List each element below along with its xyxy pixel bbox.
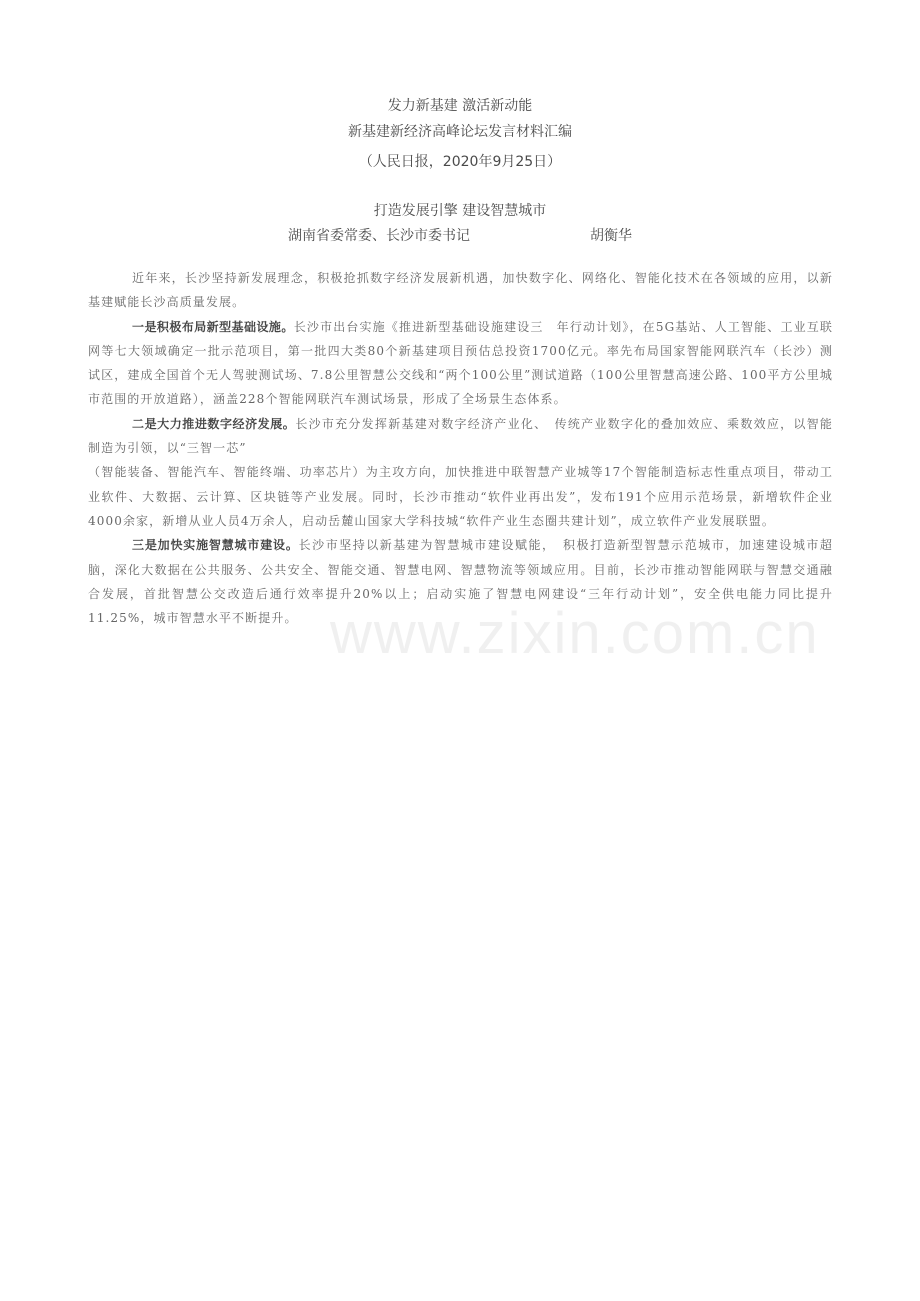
paragraph-digital-economy [88,412,833,533]
doc-title-line2: 新基建新经济高峰论坛发言材料汇编 [348,124,572,140]
article-body [88,266,833,630]
intro-paragraph: 近年来，长沙坚持新发展理念，积极抢抓数字经济发展新机遇，加快数字化、网络化、智能化技术在各领域的应用，以新基建赋能长沙高质量发展。 [88,271,833,310]
watermark: www.zixin.com.cn [330,601,820,666]
doc-source: （人民日报，2020年9月25日） [358,154,562,170]
paragraph-text: 长沙市出台实施《推进新型基础设施建设三 年行动计划》，在5G基站、人工智能、工业互联网等七大领域确定一批示范项目，第一批四大类80个新基建项目预估总投资1700亿元。率先布局国家智能网联汽车（长沙）测试区，建成全国首个无人驾驶测试场、7.8公里智慧公交线和“两个100公里”测试道路（100公里智慧高速公路、100平方公里城市范围的开放道路），涵盖228个智能网联汽车测试场景，形成了全场景生态体系。 [88,319,833,407]
paragraph-text: 长沙市坚持以新基建为智慧城市建设赋能， 积极打造新型智慧示范城市，加速建设城市超脑，深化大数据在公共服务、公共安全、智能交通、智慧电网、智慧物流等领域应用。目前，长沙市推动智能网联与智慧交通融合发展，首批智慧公交改造后通行效率提升20%以上；启动实施了智慧电网建设“三年行动计划”，安全供电能力同比提升11.25%，城市智慧水平不断提升。 [88,538,833,626]
author-line [0,225,920,245]
paragraph-lead: 三是加快实施智慧城市建设。 [132,538,299,553]
author-role: 湖南省委常委、长沙市委书记 [288,228,470,244]
paragraph-text-continued: （智能装备、智能汽车、智能终端、功率芯片）为主攻方向，加快推进中联智慧产业城等17个智能制造标志性重点项目，带动工业软件、大数据、云计算、区块链等产业发展。同时，长沙市推动“软件业再出发”，发布191个应用示范场景，新增软件企业4000余家，新增从业人员4万余人，启动岳麓山国家大学科技城“软件产业生态圈共建计划”，成立软件产业发展联盟。 [88,465,833,528]
paragraph-text: 长沙市充分发挥新基建对数字经济产业化、 传统产业数字化的叠加效应、乘数效应，以智能制造为引领，以“三智一芯” [88,416,834,456]
paragraph-infrastructure [88,315,833,412]
author-name: 胡衡华 [590,228,632,244]
paragraph-lead: 二是大力推进数字经济发展。 [132,416,296,431]
paragraph-lead: 一是积极布局新型基础设施。 [132,319,294,334]
article-title: 打造发展引擎 建设智慧城市 [373,203,547,219]
doc-title-line1: 发力新基建 激活新动能 [387,98,533,114]
